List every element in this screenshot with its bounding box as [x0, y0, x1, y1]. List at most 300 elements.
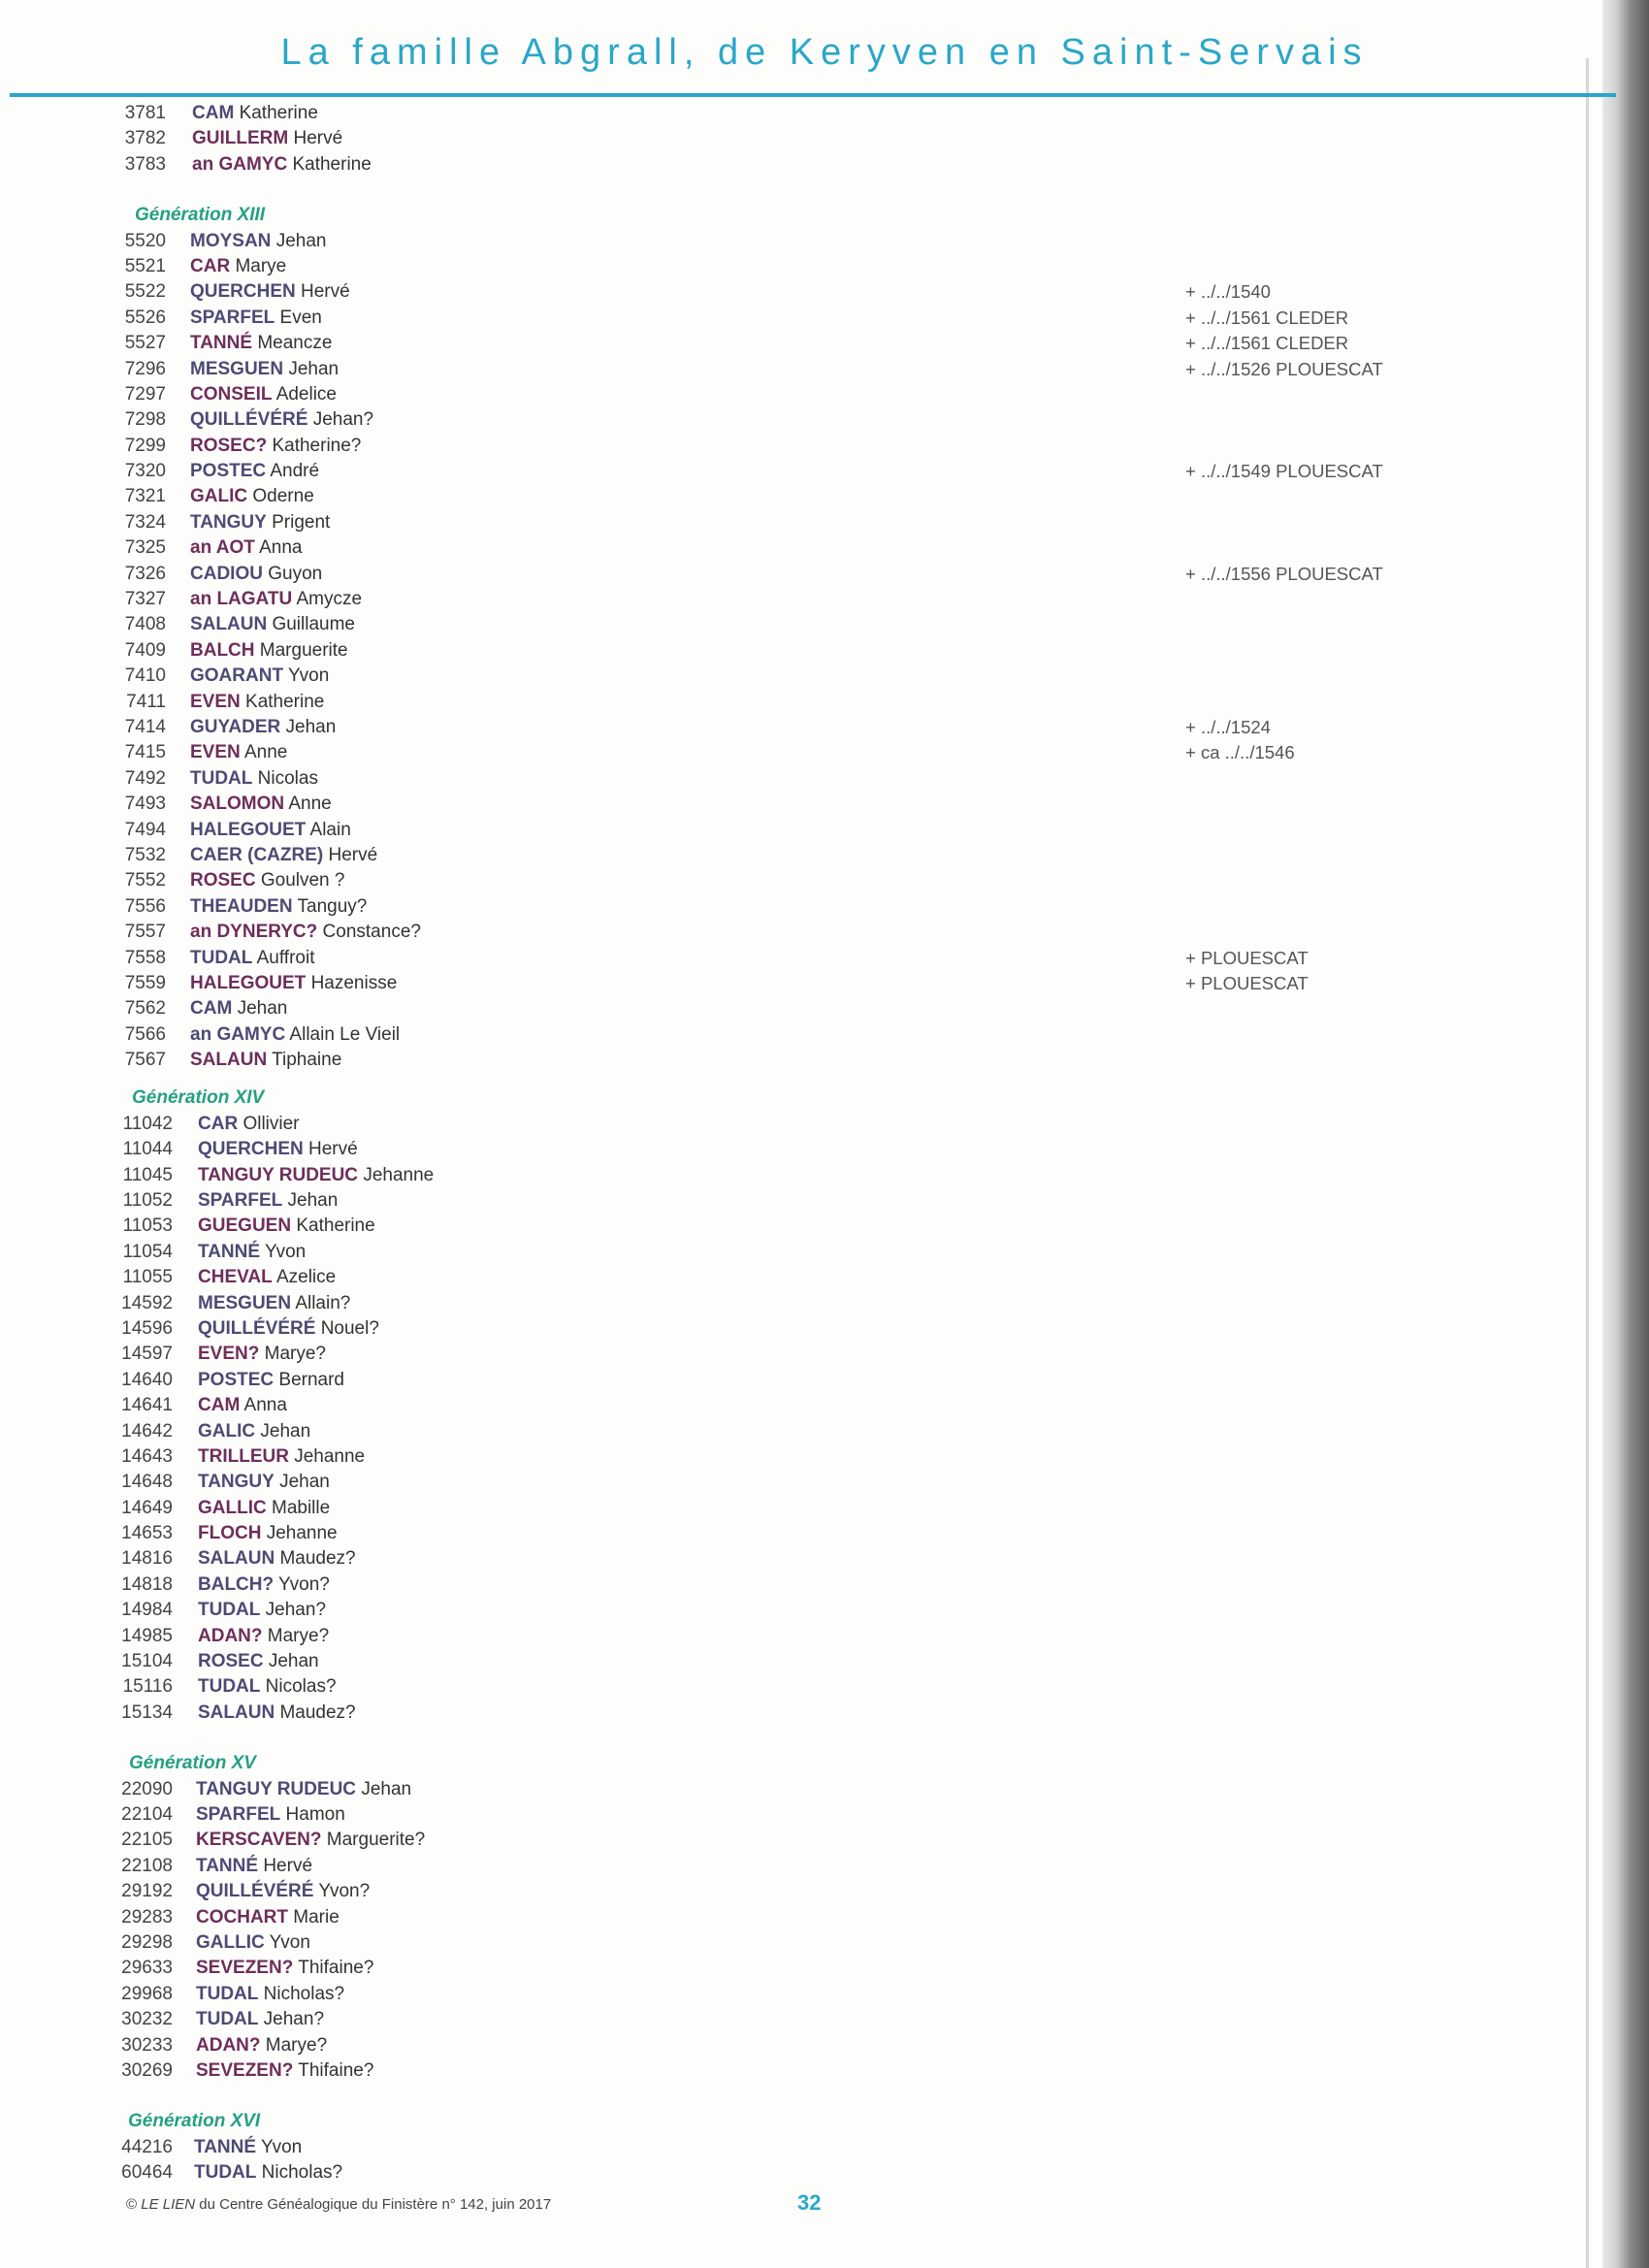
surname: GOARANT [190, 665, 284, 687]
person-name [196, 1854, 312, 1879]
sosa-number: 5526 [124, 307, 166, 328]
given-name: Jehanne [363, 1164, 435, 1185]
list-item [0, 1214, 1591, 1239]
list-item [0, 971, 1591, 996]
given-name: Hervé [301, 281, 350, 303]
person-name [190, 818, 351, 843]
given-name: Tiphaine [272, 1050, 342, 1071]
given-name: André [270, 461, 320, 482]
surname: SPARFEL [190, 307, 275, 328]
sosa-number: 22104 [121, 1804, 173, 1825]
surname: CAR [190, 255, 231, 276]
surname: TUDAL [194, 2162, 257, 2184]
person-name [194, 2135, 302, 2160]
list-item [0, 279, 1591, 305]
given-name: Marguerite? [326, 1830, 426, 1851]
person-name [198, 1624, 329, 1649]
person-name [196, 1802, 345, 1828]
person-name [198, 1649, 319, 1674]
given-name: Mabille [272, 1497, 331, 1518]
sosa-number: 7411 [126, 691, 166, 712]
sosa-number: 11053 [122, 1215, 173, 1237]
given-name: Anna [259, 537, 303, 559]
sosa-number: 7414 [124, 716, 166, 737]
death-note: + ../../1524 [1185, 716, 1271, 737]
list-item [0, 1854, 1591, 1879]
surname: GALIC [190, 486, 248, 507]
list-item [0, 1956, 1591, 1981]
list-item [0, 126, 1591, 151]
list-item [0, 1982, 1591, 2007]
given-name: Katherine [296, 1215, 375, 1237]
given-name: Katherine [292, 153, 372, 175]
sosa-number: 7409 [124, 639, 166, 661]
list-item [0, 1163, 1591, 1188]
person-name [190, 894, 367, 920]
generation-section [0, 203, 1591, 1073]
list-item [0, 407, 1591, 433]
given-name: Marie [293, 1906, 340, 1928]
person-name [192, 126, 342, 151]
sosa-number: 7321 [124, 486, 166, 507]
surname: COCHART [196, 1906, 288, 1928]
person-name [198, 1546, 356, 1571]
sosa-number: 7552 [124, 870, 166, 891]
given-name: Marguerite [259, 639, 348, 661]
surname: CAR [198, 1113, 239, 1134]
list-item [0, 1828, 1591, 1853]
list-item [0, 254, 1591, 279]
surname: GALIC [198, 1420, 256, 1442]
given-name: Yvon [260, 2136, 303, 2157]
person-name [198, 1342, 326, 1367]
surname: SPARFEL [196, 1804, 281, 1825]
generation-section [0, 101, 1591, 178]
surname: ROSEC [198, 1651, 264, 1672]
publication-name: LE LIEN [141, 2196, 196, 2213]
surname: TANGUY RUDEUC [196, 1778, 357, 1799]
given-name: Goulven ? [260, 870, 345, 891]
surname: CONSEIL [190, 383, 273, 405]
surname: TUDAL [190, 947, 253, 968]
surname: QUERCHEN [198, 1139, 304, 1160]
list-item [0, 152, 1591, 178]
surname: TANGUY RUDEUC [198, 1164, 359, 1185]
person-name [190, 690, 324, 715]
list-item [0, 1777, 1591, 1802]
given-name: Oderne [252, 486, 314, 507]
surname: CAM [192, 103, 235, 123]
sosa-number: 29298 [121, 1931, 173, 1953]
sosa-number: 11045 [122, 1164, 173, 1185]
person-name [198, 1598, 326, 1623]
sosa-number: 11044 [122, 1139, 173, 1160]
list-item [0, 740, 1591, 765]
sosa-number: 7320 [124, 461, 166, 482]
person-name [194, 2160, 342, 2186]
person-name [190, 587, 362, 612]
list-item [0, 459, 1591, 484]
surname: TANNÉ [196, 1855, 259, 1876]
sosa-number: 22108 [121, 1855, 173, 1876]
list-item [0, 535, 1591, 561]
list-item [0, 510, 1591, 535]
sosa-number: 7324 [124, 511, 166, 533]
surname: CHEVAL [198, 1267, 273, 1288]
given-name: Nicolas [257, 767, 318, 789]
list-item [0, 1022, 1591, 1048]
sosa-number: 5527 [124, 333, 166, 354]
person-name [190, 407, 373, 433]
sosa-number: 14816 [121, 1548, 173, 1570]
given-name: Jehan [279, 1472, 330, 1493]
list-item [0, 1342, 1591, 1367]
list-item [0, 1930, 1591, 1956]
list-item [0, 766, 1591, 792]
death-note: + ../../1540 [1185, 281, 1271, 303]
sosa-number: 14642 [121, 1420, 173, 1442]
surname: SALAUN [190, 1050, 268, 1071]
given-name: Thifaine? [298, 2059, 374, 2081]
surname: QUERCHEN [190, 281, 296, 303]
list-item [0, 1598, 1591, 1623]
person-name [198, 1470, 330, 1495]
death-note: + ../../1556 PLOUESCAT [1185, 563, 1383, 584]
person-name [190, 715, 336, 740]
sosa-number: 14984 [121, 1600, 173, 1621]
list-item [0, 1444, 1591, 1470]
person-name [198, 1163, 434, 1188]
sosa-number: 14592 [121, 1292, 173, 1313]
list-item [0, 1649, 1591, 1674]
sosa-number: 5522 [124, 281, 166, 303]
person-name [190, 664, 329, 689]
surname: FLOCH [198, 1523, 262, 1544]
surname: MESGUEN [198, 1292, 292, 1313]
given-name: Constance? [322, 922, 421, 943]
surname: SALAUN [198, 1701, 275, 1723]
surname: MOYSAN [190, 230, 272, 251]
given-name: Nicholas? [261, 2162, 343, 2184]
surname: GUILLERM [192, 128, 289, 149]
generation-heading: Génération XIV [132, 1087, 265, 1109]
person-name [198, 1188, 338, 1214]
sosa-number: 7296 [124, 358, 166, 379]
person-name [198, 1393, 287, 1418]
surname: POSTEC [198, 1369, 275, 1390]
person-name [190, 434, 361, 459]
list-item [0, 1393, 1591, 1418]
surname: QUILLÉVÉRÉ [196, 1881, 314, 1902]
genealogy-list [0, 101, 1591, 2186]
list-item [0, 715, 1591, 740]
list-item [0, 1905, 1591, 1930]
person-name [196, 1956, 373, 1981]
surname: THEAUDEN [190, 895, 293, 917]
person-name [190, 331, 332, 356]
generation-heading: Génération XIII [135, 205, 266, 226]
surname: TANGUY [190, 511, 267, 533]
given-name: Allain? [295, 1292, 351, 1313]
person-name [196, 2058, 373, 2084]
given-name: Marye? [264, 1344, 326, 1365]
sosa-number: 14597 [121, 1344, 173, 1365]
list-item [0, 792, 1591, 817]
person-name [198, 1674, 337, 1700]
sosa-number: 7557 [124, 922, 166, 943]
surname: QUILLÉVÉRÉ [190, 409, 308, 431]
list-item [0, 1496, 1591, 1521]
person-name [198, 1444, 365, 1470]
surname: ADAN? [198, 1625, 263, 1646]
surname: TUDAL [196, 1983, 259, 2004]
sosa-number: 30233 [121, 2034, 173, 2056]
sosa-number: 7562 [124, 998, 166, 1020]
sosa-number: 30269 [121, 2059, 173, 2081]
person-name [190, 946, 314, 971]
surname: an DYNERYC? [190, 922, 318, 943]
death-note: + ../../1526 PLOUESCAT [1185, 358, 1383, 379]
surname: BALCH [190, 639, 255, 661]
surname: GALLIC [198, 1497, 267, 1518]
surname: HALEGOUET [190, 819, 307, 840]
list-item [0, 868, 1591, 893]
sosa-number: 7297 [124, 383, 166, 405]
sosa-number: 7559 [124, 972, 166, 993]
given-name: Marye? [265, 2034, 328, 2056]
list-item [0, 1470, 1591, 1495]
list-item [0, 484, 1591, 509]
list-item [0, 1048, 1591, 1073]
person-name [190, 1022, 400, 1048]
given-name: Maudez? [279, 1548, 356, 1570]
given-name: Anne [288, 794, 332, 815]
given-name: Hervé [263, 1855, 313, 1876]
person-name [198, 1419, 310, 1444]
surname: SALOMON [190, 794, 285, 815]
given-name: Alain [309, 819, 351, 840]
given-name: Katherine? [272, 435, 362, 456]
surname: ADAN? [196, 2034, 261, 2056]
person-name [190, 920, 421, 945]
person-name [190, 306, 322, 331]
person-name [198, 1214, 375, 1239]
given-name: Yvon? [278, 1573, 330, 1595]
sosa-number: 29633 [121, 1958, 173, 1979]
sosa-number: 5520 [124, 230, 166, 251]
surname: SPARFEL [198, 1190, 283, 1212]
surname: TUDAL [198, 1676, 261, 1698]
given-name: Prigent [272, 511, 331, 533]
death-note: + PLOUESCAT [1185, 972, 1309, 993]
page-footer [0, 2190, 1591, 2229]
person-name [198, 1368, 344, 1393]
surname: EVEN [190, 742, 241, 763]
surname: CAM [198, 1395, 241, 1416]
person-name [190, 868, 344, 893]
person-name [190, 971, 397, 996]
sosa-number: 60464 [121, 2162, 173, 2184]
given-name: Bernard [278, 1369, 345, 1390]
person-name [190, 382, 337, 407]
surname: GUEGUEN [198, 1215, 292, 1237]
sosa-number: 14596 [121, 1317, 173, 1339]
surname: CAER (CAZRE) [190, 844, 324, 865]
given-name: Maudez? [279, 1701, 356, 1723]
given-name: Hervé [328, 844, 378, 865]
given-name: Yvon? [318, 1881, 371, 1902]
sosa-number: 44216 [121, 2136, 173, 2157]
death-note: + ../../1561 CLEDER [1185, 333, 1349, 354]
surname: TUDAL [198, 1600, 261, 1621]
person-name [196, 1828, 425, 1853]
person-name [198, 1137, 358, 1162]
given-name: Nicholas? [263, 1983, 345, 2004]
sosa-number: 14640 [121, 1369, 173, 1390]
person-name [198, 1572, 330, 1598]
person-name [190, 740, 287, 765]
given-name: Jehan? [263, 2009, 325, 2030]
given-name: Auffroit [256, 947, 315, 968]
surname: QUILLÉVÉRÉ [198, 1317, 316, 1339]
given-name: Yvon [264, 1241, 307, 1262]
sosa-number: 7325 [124, 537, 166, 559]
list-item [0, 996, 1591, 1021]
sosa-number: 7327 [124, 589, 166, 610]
sosa-number: 14641 [121, 1395, 173, 1416]
list-item [0, 1112, 1591, 1137]
person-name [198, 1496, 330, 1521]
given-name: Marye [235, 255, 287, 276]
given-name: Yvon [288, 665, 330, 687]
given-name: Jehanne [266, 1523, 338, 1544]
sosa-number: 3783 [124, 153, 166, 175]
surname: KERSCAVEN? [196, 1830, 322, 1851]
given-name: Hazenisse [310, 972, 398, 993]
surname: GALLIC [196, 1931, 265, 1953]
list-item [0, 1368, 1591, 1393]
sosa-number: 29968 [121, 1983, 173, 2004]
list-item [0, 1137, 1591, 1162]
surname: POSTEC [190, 461, 267, 482]
list-item [0, 1674, 1591, 1700]
list-item [0, 331, 1591, 356]
list-item [0, 920, 1591, 945]
surname: EVEN? [198, 1344, 260, 1365]
list-item [0, 1188, 1591, 1214]
surname: SALAUN [190, 614, 268, 635]
list-item [0, 382, 1591, 407]
given-name: Jehan [361, 1778, 412, 1799]
sosa-number: 3781 [124, 103, 166, 123]
surname: CAM [190, 998, 233, 1020]
given-name: Jehan [287, 1190, 339, 1212]
death-note: + PLOUESCAT [1185, 947, 1309, 968]
list-item [0, 229, 1591, 254]
person-name [198, 1112, 300, 1137]
sosa-number: 7566 [124, 1023, 166, 1045]
given-name: Meancze [257, 333, 333, 354]
sosa-number: 3782 [124, 128, 166, 149]
sosa-number: 11042 [122, 1113, 173, 1134]
surname: BALCH? [198, 1573, 275, 1595]
copyright-symbol: © [126, 2196, 138, 2213]
list-item [0, 2033, 1591, 2058]
person-name [190, 279, 350, 305]
sosa-number: 22090 [121, 1778, 173, 1799]
person-name [190, 996, 287, 1021]
surname: TANNÉ [194, 2136, 257, 2157]
given-name: Yvon [269, 1931, 310, 1953]
sosa-number: 7492 [124, 767, 166, 789]
surname: SALAUN [198, 1548, 275, 1570]
generation-heading: Génération XV [129, 1753, 256, 1774]
surname: TANNÉ [190, 333, 253, 354]
sosa-number: 7567 [124, 1050, 166, 1071]
surname: SEVEZEN? [196, 2059, 294, 2081]
person-name [190, 484, 314, 509]
given-name: Katherine [239, 103, 318, 123]
list-item [0, 434, 1591, 459]
given-name: Jehan [237, 998, 288, 1020]
surname: GUYADER [190, 716, 281, 737]
surname: TANNÉ [198, 1241, 261, 1262]
list-item [0, 2058, 1591, 2084]
given-name: Hervé [293, 128, 343, 149]
person-name [190, 766, 318, 792]
list-item [0, 2007, 1591, 2032]
sosa-number: 14653 [121, 1523, 173, 1544]
surname: an LAGATU [190, 589, 293, 610]
person-name [196, 2033, 327, 2058]
publication-details: du Centre Généalogique du Finistère n° 142, juin 2017 [199, 2196, 552, 2213]
person-name [192, 152, 372, 178]
given-name: Thifaine? [298, 1958, 374, 1979]
person-name [190, 229, 326, 254]
given-name: Nicolas? [265, 1676, 337, 1698]
page-number: 32 [797, 2190, 822, 2215]
surname: SEVEZEN? [196, 1958, 294, 1979]
surname: TUDAL [190, 767, 253, 789]
given-name: Jehan? [265, 1600, 327, 1621]
sosa-number: 7326 [124, 563, 166, 584]
person-name [190, 1048, 341, 1073]
death-note: + ../../1561 CLEDER [1185, 307, 1349, 328]
sosa-number: 7415 [124, 742, 166, 763]
sosa-number: 14649 [121, 1497, 173, 1518]
person-name [190, 459, 319, 484]
surname: ROSEC? [190, 435, 268, 456]
list-item [0, 1265, 1591, 1290]
given-name: Jehan [285, 716, 337, 737]
sosa-number: 15116 [122, 1676, 173, 1698]
given-name: Allain Le Vieil [289, 1023, 401, 1045]
given-name: Jehan [268, 1651, 319, 1672]
sosa-number: 11052 [122, 1190, 173, 1212]
person-name [196, 1982, 344, 2007]
list-item [0, 587, 1591, 612]
sosa-number: 7556 [124, 895, 166, 917]
page-binding-edge [1602, 0, 1649, 2268]
list-item [0, 101, 1591, 126]
list-item [0, 1701, 1591, 1726]
sosa-number: 11055 [122, 1267, 173, 1288]
person-name [198, 1265, 336, 1290]
given-name: Ollivier [242, 1113, 300, 1134]
person-name [190, 638, 348, 664]
surname: TRILLEUR [198, 1445, 289, 1467]
list-item [0, 638, 1591, 664]
